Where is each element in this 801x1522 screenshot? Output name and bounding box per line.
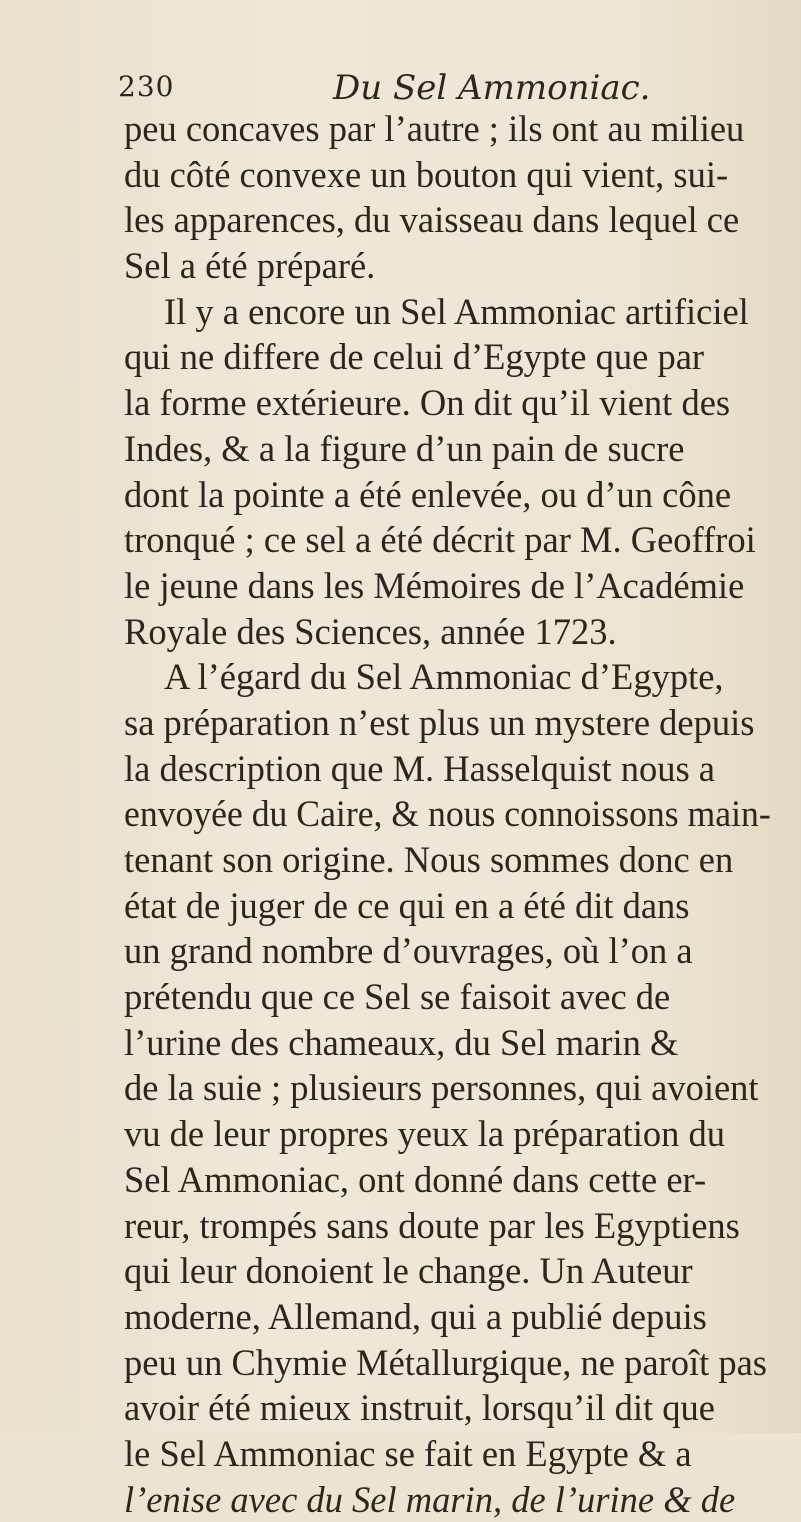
text-line: Sel Ammoniac, ont donné dans cette er-	[124, 1158, 707, 1200]
text-line: l’enise avec du Sel marin, de l’urine & de	[124, 1478, 736, 1520]
text-line: les apparences, du vaisseau dans lequel ce	[124, 199, 740, 241]
text-line: le jeune dans les Mémoires de l’Académie	[124, 564, 745, 606]
text-line: peu un Chymie Métallurgique, ne paroît pas	[124, 1341, 768, 1383]
text-line: prétendu que ce Sel se faisoit avec de	[124, 976, 671, 1018]
text-line: du côté convexe un bouton qui vient, sui-	[124, 153, 729, 195]
text-line: de la suie ; plusieurs personnes, qui avoient	[124, 1067, 759, 1109]
text-line: Sel a été préparé.	[124, 245, 376, 287]
text-line: sa préparation n’est plus un mystere depuis	[124, 701, 755, 743]
text-line: moderne, Allemand, qui a publié depuis	[124, 1295, 707, 1337]
text-line: un grand nombre d’ouvrages, où l’on a	[124, 930, 693, 972]
text-line: Il y a encore un Sel Ammoniac artificiel	[164, 290, 749, 332]
text-line: vu de leur propres yeux la préparation du	[124, 1113, 726, 1155]
text-line: envoyée du Caire, & nous connoissons main-	[124, 793, 771, 835]
text-line: avoir été mieux instruit, lorsqu’il dit que	[124, 1387, 715, 1429]
text-line: qui ne differe de celui d’Egypte que par	[124, 336, 705, 378]
text-line: la forme extérieure. On dit qu’il vient des	[124, 382, 731, 424]
text-line: état de juger de ce qui en a été dit dans	[124, 884, 690, 926]
text-line: reur, trompés sans doute par les Egyptiens	[124, 1204, 740, 1246]
text-line: qui leur donoient le change. Un Auteur	[124, 1250, 693, 1292]
running-title: Du Sel Ammoniac.	[333, 68, 651, 108]
page-number: 230	[118, 70, 175, 103]
text-line: peu concaves par l’autre ; ils ont au milieu	[124, 108, 745, 149]
text-line: l’urine des chameaux, du Sel marin &	[124, 1021, 679, 1063]
text-line: dont la pointe a été enlevée, ou d’un cône	[124, 473, 732, 515]
text-line: tronqué ; ce sel a été décrit par M. Geoffroi	[124, 519, 756, 561]
body-text	[124, 106, 771, 1522]
text-line: la description que M. Hasselquist nous a	[124, 747, 716, 789]
text-line: Indes, & a la figure d’un pain de sucre	[124, 427, 685, 469]
text-line: tenant son origine. Nous sommes donc en	[124, 839, 734, 880]
text-line: A l’égard du Sel Ammoniac d’Egypte,	[164, 656, 724, 698]
text-line: Royale des Sciences, année 1723.	[124, 610, 617, 652]
text-line: le Sel Ammoniac se fait en Egypte & a	[124, 1432, 692, 1474]
